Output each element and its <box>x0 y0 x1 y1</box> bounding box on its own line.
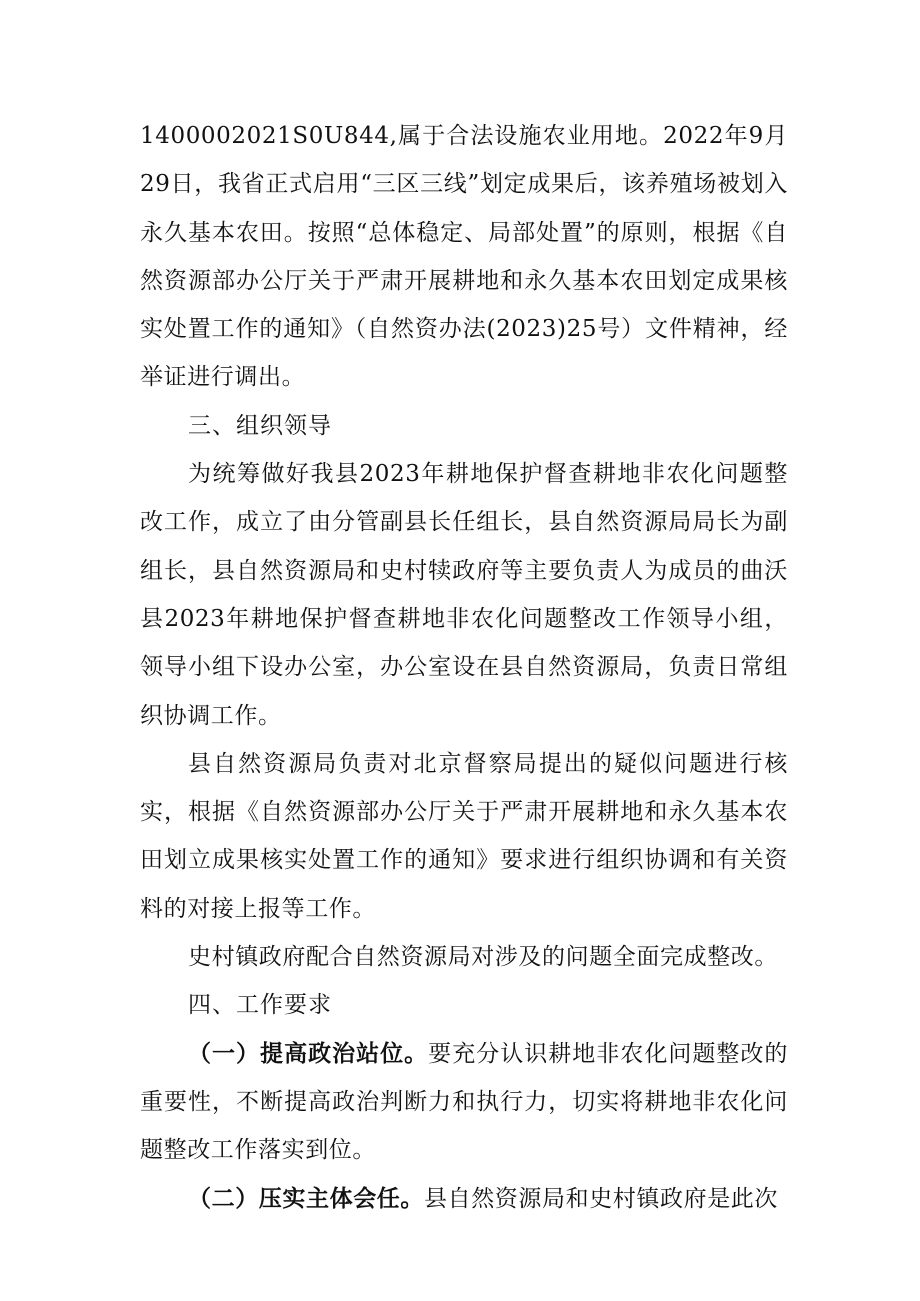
requirement-item-2-text: 县自然资源局和史村镇政府是此次 <box>424 1185 778 1212</box>
requirement-item-2 <box>140 1175 788 1223</box>
requirement-item-1-text: 要充分认识耕地非农化问题整改的重要性，不断提高政治判断力和执行力，切实将耕地非农化问题整改工作落实到位。 <box>140 1040 789 1164</box>
requirement-item-1-title: （一）提高政治站位。 <box>188 1040 429 1067</box>
requirement-item-1 <box>140 1030 788 1175</box>
document-body <box>140 112 788 1223</box>
paragraph-bureau-duty: 县自然资源局负责对北京督察局提出的疑似问题进行核实，根据《自然资源部办公厅关于严肃开展耕地和永久基本农田划立成果核实处置工作的通知》要求进行组织协调和有关资料的对接上报等工作。 <box>140 750 788 922</box>
paragraph-leading-group: 为统筹做好我县2023年耕地保护督查耕地非农化问题整改工作，成立了由分管副县长任组长，县自然资源局局长为副组长，县自然资源局和史村犊政府等主要负责人为成员的曲沃县2023年耕地保护督查耕地非农化问题整改工作领导小组，领导小组下设办公室，办公室设在县自然资源局，负责日常组织协调工作。 <box>140 461 788 729</box>
section-heading-organization: 三、组织领导 <box>188 412 332 439</box>
section-heading-requirements: 四、工作要求 <box>188 992 332 1019</box>
paragraph-town-duty: 史村镇政府配合自然资源局对涉及的问题全面完成整改。 <box>188 944 778 971</box>
requirement-item-2-title: （二）压实主体会任。 <box>188 1185 424 1212</box>
paragraph-land-status: 1400002021S0U844,属于合法设施农业用地。2022年9月29日，我省正式启用“三区三线”划定成果后，该养殖场被划入永久基本农田。按照“总体稳定、局部处置”的原则，根据《自然资源部办公厅关于严肃开展耕地和永久基本农田划定成果核实处置工作的通知》（自然资办法(2023)25号）文件精神，经举证进行调出。 <box>140 123 788 391</box>
